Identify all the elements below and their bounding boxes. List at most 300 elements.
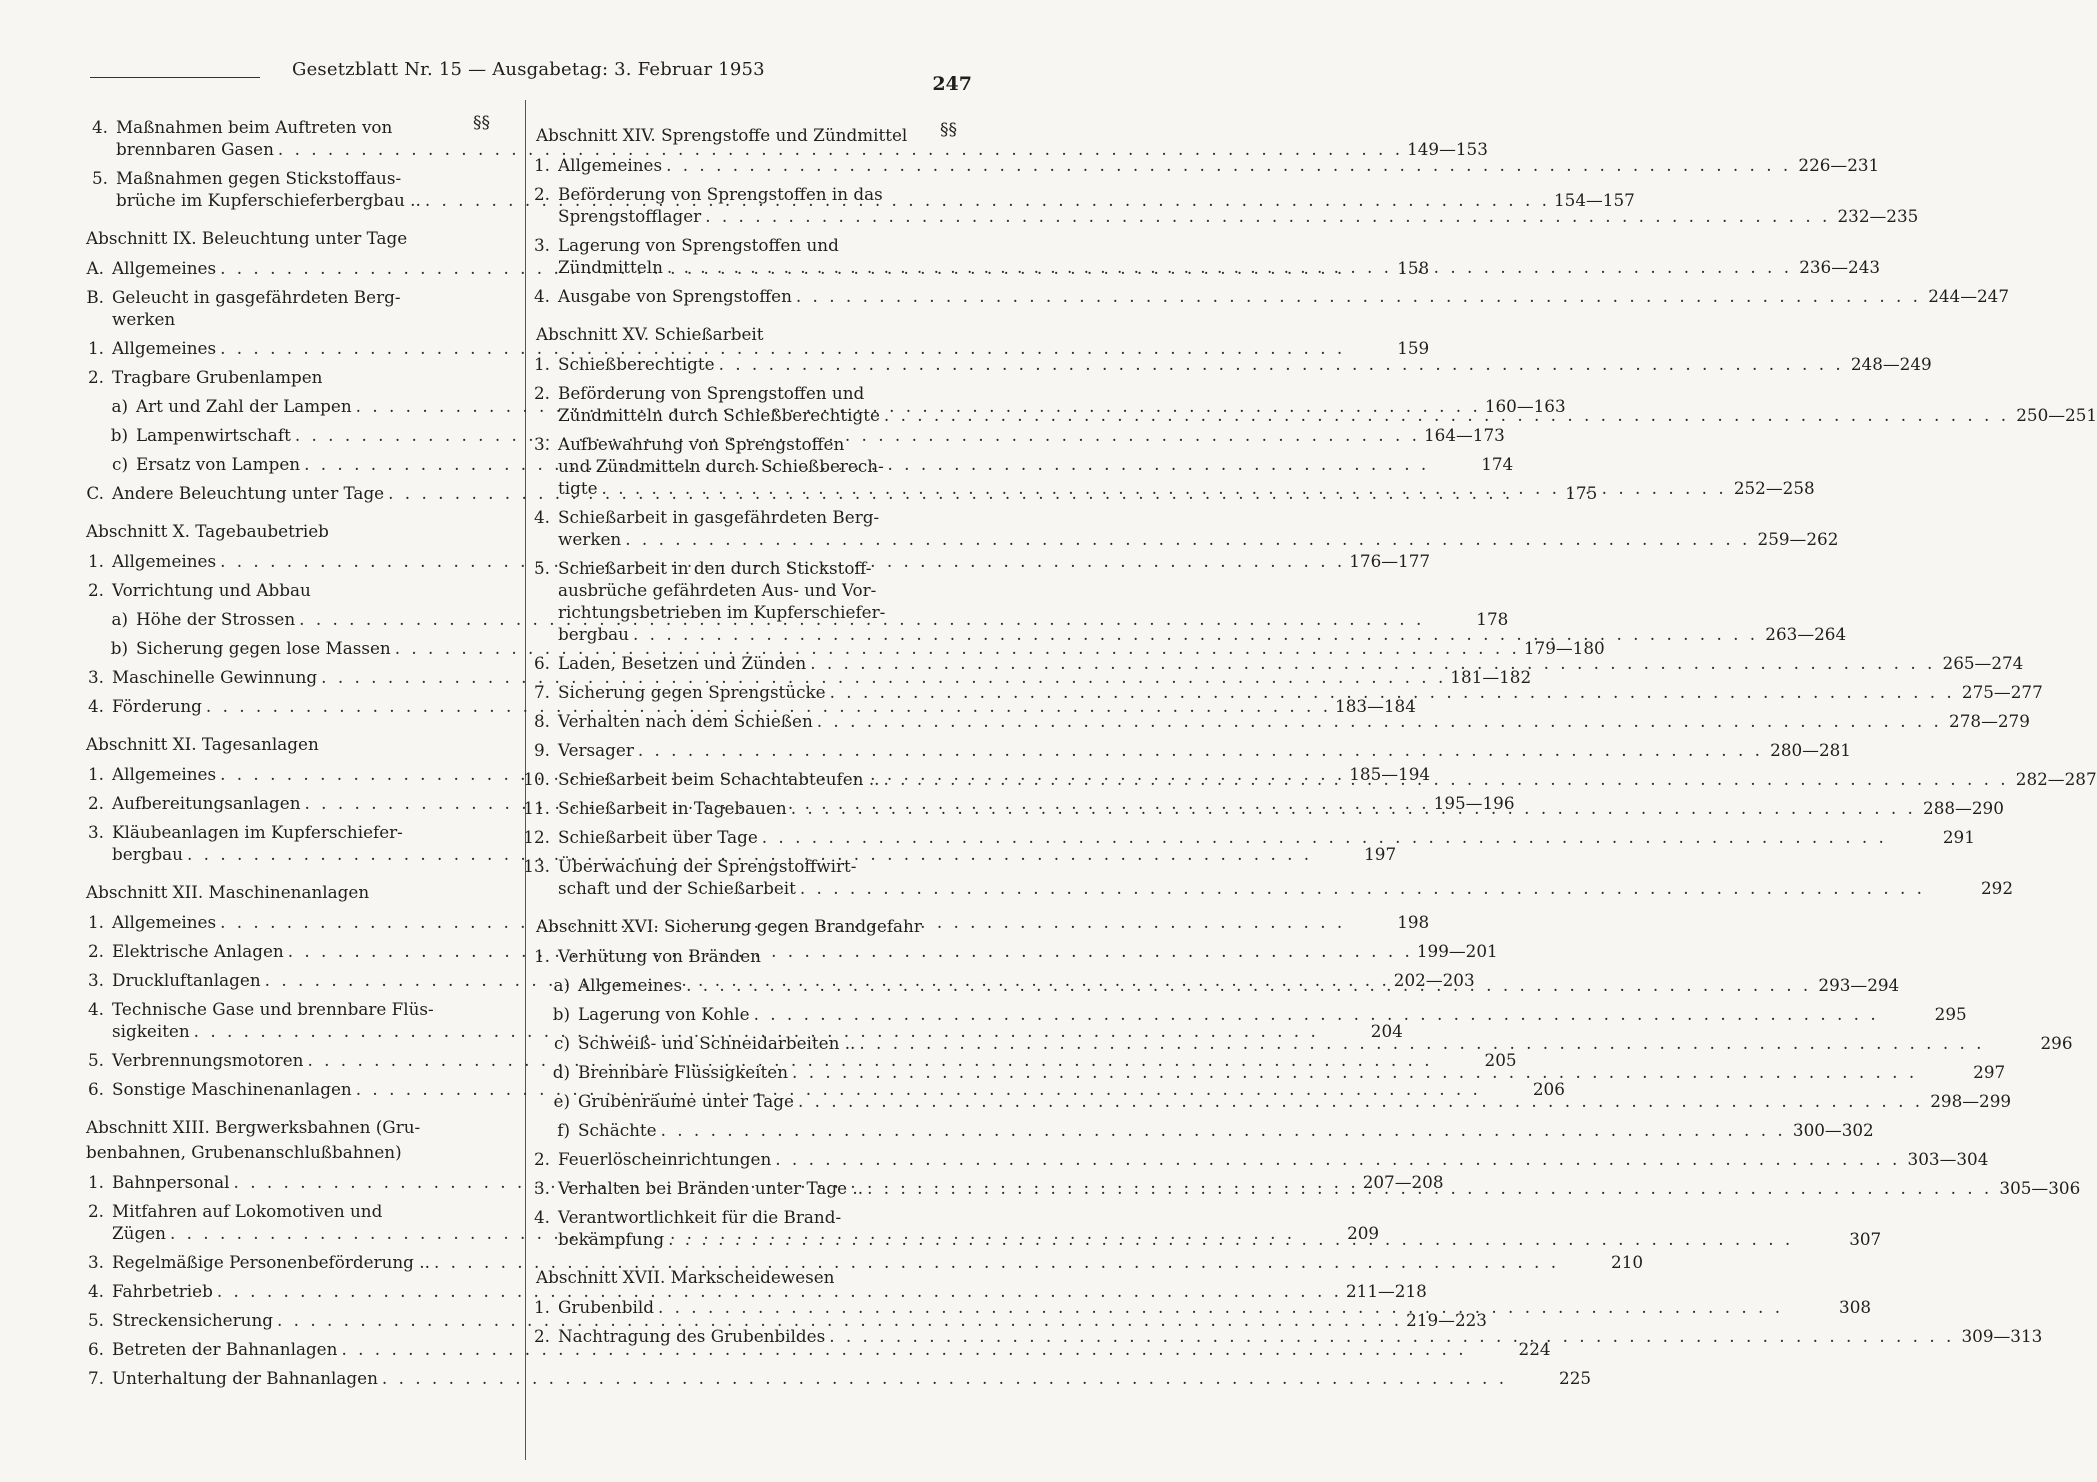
leader-dots	[880, 403, 2013, 428]
toc-entry-line	[558, 1324, 2042, 1349]
toc-entry-pages: 265—274	[1942, 653, 2024, 673]
page-number: 247	[932, 73, 972, 95]
toc-entry-number: 3.	[87, 667, 104, 687]
toc-entry-number: 6.	[87, 1339, 104, 1359]
toc-entry-text: Sprengstofflager	[558, 206, 702, 226]
toc-entry-body	[550, 1295, 1871, 1320]
toc-entry	[58, 1308, 1487, 1333]
page-header	[90, 55, 978, 95]
toc-entry-number: b)	[110, 638, 128, 658]
section-heading-line: benbahnen, Grubenanschlußbahnen)	[86, 1142, 402, 1162]
toc-entry-text: Schießarbeit in den durch Stickstoff-	[558, 558, 872, 578]
toc-entry-body	[570, 1089, 2011, 1114]
toc-entry-pages: 232—235	[1837, 206, 1919, 226]
section-heading	[510, 322, 975, 347]
toc-entry	[58, 365, 518, 390]
toc-entry-number: 3.	[533, 235, 550, 255]
toc-entry-pages: 280—281	[1770, 740, 1851, 760]
toc-entry-body	[550, 1176, 2080, 1201]
section-heading-text: Abschnitt X. Tagebaubetrieb	[86, 521, 329, 541]
toc-entry-body	[570, 1118, 1874, 1143]
toc-entry-body	[550, 796, 2004, 821]
toc-entry-text: Allgemeines	[112, 258, 217, 278]
section-heading	[510, 1265, 975, 1290]
toc-entry-number: 5.	[87, 1310, 104, 1330]
toc-entry-text: bergbau	[558, 624, 629, 644]
toc-entry-line	[558, 1176, 2080, 1201]
leader-dots	[796, 876, 1929, 901]
toc-entry-pages: 297	[1973, 1062, 2006, 1082]
toc-entry-text: Ausgabe von Sprengstoffen	[558, 286, 792, 306]
toc-entry-line	[558, 255, 1880, 280]
toc-entry-number: 10.	[523, 769, 550, 789]
section-heading	[510, 123, 975, 148]
toc-entry-number: a)	[111, 396, 128, 416]
toc-entry-pages: 174	[1481, 454, 1514, 474]
toc-entry-number: B.	[86, 287, 104, 307]
toc-entry-line	[112, 578, 518, 603]
toc-entry-line	[558, 680, 2043, 705]
toc-entry-number: 8.	[533, 711, 550, 731]
toc-entry-number: e)	[553, 1091, 570, 1111]
section-heading	[58, 732, 518, 757]
toc-entry-text: Höhe der Strossen	[136, 609, 296, 629]
leader-dots	[629, 622, 1762, 647]
toc-entry-number: 2.	[87, 580, 104, 600]
toc-entry-line	[558, 622, 1846, 647]
toc-entry-text: Schießberechtigte	[558, 354, 715, 374]
toc-entry-number: 4.	[533, 507, 550, 527]
toc-entry-text: Lagerung von Kohle	[578, 1004, 750, 1024]
toc-entry-pages: 303—304	[1907, 1149, 1989, 1169]
toc-entry-text: Zündmitteln durch Schießberechtigte	[558, 405, 880, 425]
toc-entry-text: Lagerung von Sprengstoffen und	[558, 235, 839, 255]
toc-entry-line	[558, 284, 2009, 309]
toc-entry-pages: 226—231	[1798, 155, 1880, 175]
toc-entry-text: Beförderung von Sprengstoffen in das	[558, 184, 883, 204]
section-heading-text: Abschnitt XV. Schießarbeit	[536, 324, 764, 344]
toc-entry-body	[104, 285, 518, 332]
toc-entry-line	[112, 365, 518, 390]
header-rule	[90, 77, 260, 78]
toc-entry-number: 1.	[87, 338, 104, 358]
toc-entry	[58, 1279, 1427, 1304]
toc-entry-body	[550, 352, 1932, 377]
toc-entry-pages: 179—180	[1523, 638, 1605, 658]
toc-entry-text: werken	[558, 529, 622, 549]
toc-entry-pages: 210	[1611, 1252, 1644, 1272]
section-heading-text: Abschnitt XI. Tagesanlagen	[86, 734, 319, 754]
toc-entry-text: Allgemeines	[112, 551, 217, 571]
toc-entry-number: 4.	[533, 286, 550, 306]
toc-entry-body	[550, 153, 1879, 178]
section-heading-text: Abschnitt XIV. Sprengstoffe und Zündmittel	[536, 125, 908, 145]
toc-entry-number: 2.	[533, 1149, 550, 1169]
toc-entry-line	[558, 709, 2030, 734]
toc-entry-text: Laden, Besetzen und Zünden	[558, 653, 807, 673]
section-sign-right: §§	[940, 120, 957, 140]
toc-entry-pages: 225	[1559, 1368, 1592, 1388]
toc-entry-pages: 204	[1370, 1021, 1403, 1041]
toc-entry-number: 7.	[533, 682, 550, 702]
section-heading	[58, 519, 518, 544]
toc-entry-text: Verhütung von Bränden	[558, 946, 761, 966]
toc-entry-number: f)	[557, 1120, 570, 1140]
toc-entry-text: ausbrüche gefährdeten Aus- und Vor-	[558, 580, 877, 600]
toc-entry-text: Allgemeines	[112, 338, 217, 358]
toc-entry-text: Verantwortlichkeit für die Brand-	[558, 1207, 842, 1227]
toc-entry-pages: 160—163	[1484, 396, 1566, 416]
toc-entry-line	[558, 204, 1918, 229]
toc-entry-text: Lampenwirtschaft	[136, 425, 291, 445]
toc-entry-pages: 164—173	[1423, 425, 1505, 445]
toc-entry-body	[550, 709, 2030, 734]
toc-entry-body	[550, 182, 1918, 229]
toc-entry-text: Ersatz von Lampen	[136, 454, 301, 474]
toc-entry-number: 1.	[533, 354, 550, 374]
toc-entry-text: Tragbare Grubenlampen	[112, 367, 323, 387]
toc-entry-pages: 202—203	[1393, 970, 1475, 990]
toc-entry-pages: 219—223	[1406, 1310, 1487, 1330]
toc-entry-pages: 183—184	[1335, 696, 1416, 716]
toc-entry-pages: 288—290	[1923, 798, 2004, 818]
toc-entry-line	[558, 738, 1851, 763]
toc-entry-text: werken	[112, 309, 176, 329]
toc-entry-text: Streckensicherung	[112, 1310, 273, 1330]
toc-entry-pages: 305—306	[1999, 1178, 2081, 1198]
toc-entry-line	[578, 1031, 2073, 1056]
toc-entry-pages: 211—218	[1345, 1281, 1427, 1301]
toc-entry-number: 2.	[533, 383, 550, 403]
toc-entry-pages: 291	[1942, 827, 1975, 847]
toc-entry-pages: 206	[1532, 1079, 1565, 1099]
toc-entry-body	[550, 854, 2013, 901]
toc-entry-line	[112, 1366, 1591, 1391]
toc-entry-pages: 176—177	[1349, 551, 1431, 571]
toc-entry-body	[550, 505, 1838, 552]
toc-entry-text: Andere Beleuchtung unter Tage	[112, 483, 385, 503]
toc-entry-text: und Zündmitteln durch Schießberech-	[558, 456, 884, 476]
leader-dots	[715, 352, 1848, 377]
leader-dots	[788, 1060, 1921, 1085]
toc-entry-pages: 175	[1565, 483, 1598, 503]
toc-entry-number: 13.	[523, 856, 550, 876]
toc-entry-text: Sicherung gegen lose Massen	[136, 638, 391, 658]
toc-entry-pages: 298—299	[1930, 1091, 2012, 1111]
toc-entry-text: Allgemeines	[112, 912, 217, 932]
toc-entry-number: 2.	[533, 184, 550, 204]
toc-entry-pages: 154—157	[1553, 190, 1635, 210]
toc-entry-number: 4.	[87, 999, 104, 1019]
leader-dots	[771, 1147, 1904, 1172]
toc-entry-body	[104, 365, 518, 390]
toc-entry-pages: 278—279	[1949, 711, 2030, 731]
leader-dots	[792, 284, 1925, 309]
leader-dots	[657, 1118, 1790, 1143]
toc-entry-body	[570, 973, 1899, 998]
toc-entry-text: Allgemeines	[112, 764, 217, 784]
toc-entry-line	[558, 767, 2097, 792]
toc-entry-line	[558, 876, 2013, 901]
toc-entry	[58, 336, 1430, 361]
toc-entry-number: 7.	[87, 1368, 104, 1388]
toc-entry-number: 4.	[91, 117, 108, 137]
toc-entry-pages: 185—194	[1349, 764, 1431, 784]
toc-entry-text: Fahrbetrieb	[112, 1281, 213, 1301]
toc-entry	[510, 505, 1839, 552]
toc-entry-pages: 252—258	[1733, 478, 1815, 498]
toc-entry-text: bergbau	[112, 844, 183, 864]
toc-entry-text: Schießarbeit über Tage	[558, 827, 758, 847]
toc-entry-pages: 205	[1484, 1050, 1517, 1070]
toc-entry-line	[558, 1295, 1871, 1320]
section-heading	[58, 1115, 518, 1165]
toc-entry-text: Schießarbeit in gasgefährdeten Berg-	[558, 507, 880, 527]
toc-entry-body	[550, 738, 1851, 763]
leader-dots	[621, 527, 1754, 552]
toc-entry-body	[570, 1002, 1967, 1027]
toc-entry-pages: 307	[1849, 1229, 1882, 1249]
leader-dots	[682, 973, 1815, 998]
toc-entry-number: 6.	[533, 653, 550, 673]
toc-entry-body	[550, 556, 1846, 647]
toc-entry-line	[578, 1089, 2011, 1114]
toc-entry-pages: 244—247	[1928, 286, 2010, 306]
toc-entry-line	[558, 352, 1932, 377]
toc-entry-number: 6.	[87, 1079, 104, 1099]
toc-entry-number: C.	[86, 483, 104, 503]
toc-entry-number: a)	[111, 609, 128, 629]
toc-entry-text: Schächte	[578, 1120, 657, 1140]
toc-entry-body	[550, 1147, 1988, 1172]
toc-entry-body	[550, 767, 2097, 792]
toc-entry-pages: 149—153	[1407, 139, 1488, 159]
toc-entry-body	[550, 1324, 2042, 1349]
toc-entry-line	[558, 403, 2097, 428]
leader-dots	[701, 204, 1834, 229]
toc-entry	[510, 153, 1880, 178]
toc-entry-pages: 248—249	[1850, 354, 1932, 374]
leader-dots	[806, 651, 1939, 676]
leader-dots	[664, 1227, 1797, 1252]
toc-entry-text: Allgemeines	[558, 155, 663, 175]
section-heading	[510, 914, 975, 939]
toc-entry-number: 11.	[523, 798, 550, 818]
toc-entry-number: 1.	[533, 1297, 550, 1317]
toc-entry-line	[558, 1147, 1988, 1172]
toc-entry	[510, 944, 975, 969]
toc-entry-pages: 181—182	[1450, 667, 1532, 687]
toc-entry-text: brennbaren Gasen	[116, 139, 274, 159]
toc-entry-text: Bahnpersonal	[112, 1172, 230, 1192]
toc-entry-text: Sonstige Maschinenanlagen	[112, 1079, 352, 1099]
toc-entry-number: 12.	[523, 827, 550, 847]
toc-entry-text: brüche im Kupferschieferbergbau ..	[116, 190, 421, 210]
toc-entry-pages: 159	[1397, 338, 1430, 358]
toc-entry-line	[558, 1227, 1881, 1252]
toc-entry-number: 1.	[87, 912, 104, 932]
toc-entry	[510, 651, 2024, 676]
toc-entry-line	[558, 796, 2004, 821]
toc-entry-text: Feuerlöscheinrichtungen	[558, 1149, 772, 1169]
toc-entry	[58, 636, 1605, 661]
gazette-title: Gesetzblatt Nr. 15 — Ausgabetag: 3. Februar 1953	[292, 59, 765, 80]
toc-entry-text: Art und Zahl der Lampen	[136, 396, 352, 416]
toc-entry	[58, 1366, 1592, 1391]
section-sign-left: §§	[473, 113, 490, 133]
toc-entry-body	[550, 1205, 1881, 1252]
toc-entry-number: 3.	[87, 970, 104, 990]
toc-entry-line	[578, 1118, 1874, 1143]
toc-entry	[510, 284, 2010, 309]
section-heading	[58, 880, 518, 905]
toc-entry-text: Betreten der Bahnanlagen	[112, 1339, 338, 1359]
toc-entry-pages: 197	[1364, 844, 1397, 864]
toc-entry-number: 1.	[87, 551, 104, 571]
toc-entry-pages: 292	[1980, 878, 2013, 898]
toc-entry-body	[570, 1031, 2073, 1056]
toc-entry-text: Grubenbild	[558, 1297, 654, 1317]
section-heading-text: Abschnitt XVI. Sicherung gegen Brandgefahr	[536, 916, 922, 936]
toc-entry-text: richtungsbetrieben im Kupferschiefer-	[558, 602, 886, 622]
toc-entry-text: Zügen	[112, 1223, 166, 1243]
toc-entry	[510, 1118, 1874, 1143]
leader-dots	[378, 1366, 1511, 1391]
toc-entry	[510, 1147, 1989, 1172]
toc-entry-number: b)	[552, 1004, 570, 1024]
toc-entry	[58, 578, 518, 603]
toc-entry-number: 1.	[533, 946, 550, 966]
toc-entry	[58, 1337, 1551, 1362]
toc-entry-body	[550, 651, 2023, 676]
toc-entry-number: 2.	[87, 941, 104, 961]
toc-entry-body	[550, 825, 1975, 850]
toc-entry-text: Verhalten bei Bränden unter Tage ..	[558, 1178, 864, 1198]
toc-entry-body	[550, 233, 1880, 280]
toc-entry-pages: 308	[1839, 1297, 1872, 1317]
toc-entry-text: Maschinelle Gewinnung	[112, 667, 318, 687]
toc-entry-text: bekämpfung	[558, 1229, 665, 1249]
toc-entry-text: Grubenräume unter Tage	[578, 1091, 794, 1111]
toc-entry-text: Versager	[558, 740, 634, 760]
leader-dots	[750, 1002, 1883, 1027]
toc-entry-line	[558, 651, 2023, 676]
toc-entry-number: 2.	[533, 1326, 550, 1346]
toc-entry	[510, 1002, 1967, 1027]
toc-entry-text: Technische Gase und brennbare Flüs-	[112, 999, 434, 1019]
section-heading	[58, 226, 518, 251]
toc-entry-text: Allgemeines	[578, 975, 683, 995]
toc-entry-text: Aufbereitungsanlagen	[112, 793, 301, 813]
toc-entry-number: a)	[553, 975, 570, 995]
toc-entry-body	[104, 578, 518, 603]
toc-entry-number: 9.	[533, 740, 550, 760]
toc-entry-text: Unterhaltung der Bahnanlagen	[112, 1368, 378, 1388]
toc-entry-text: Überwachung der Sprengstoffwirt-	[558, 856, 857, 876]
toc-entry-body	[550, 944, 975, 969]
toc-entry-number: 5.	[91, 168, 108, 188]
toc-entry-text: Maßnahmen gegen Stickstoffaus-	[116, 168, 402, 188]
toc-entry-pages: 195—196	[1433, 793, 1515, 813]
leader-dots	[794, 1089, 1927, 1114]
toc-entry-line	[112, 307, 518, 332]
toc-entry	[58, 1250, 1644, 1275]
toc-entry-number: 2.	[87, 367, 104, 387]
toc-entry-text: Verhalten nach dem Schießen	[558, 711, 813, 731]
toc-entry-body	[550, 680, 2043, 705]
toc-entry-body	[550, 381, 2097, 428]
section-heading-text: Abschnitt IX. Beleuchtung unter Tage	[86, 228, 408, 248]
toc-entry-line	[558, 153, 1879, 178]
leader-dots	[826, 680, 1959, 705]
toc-entry-pages: 178	[1476, 609, 1509, 629]
toc-entry-number: 4.	[87, 1281, 104, 1301]
toc-entry-pages: 209	[1347, 1223, 1380, 1243]
toc-entry-number: c)	[554, 1033, 570, 1053]
toc-entry-number: 1.	[87, 1172, 104, 1192]
toc-entry-text: Beförderung von Sprengstoffen und	[558, 383, 865, 403]
toc-entry-number: 3.	[87, 1252, 104, 1272]
toc-entry-text: Schießarbeit beim Schachtabteufen ..	[558, 769, 880, 789]
leader-dots	[825, 1324, 1958, 1349]
leader-dots	[787, 796, 1920, 821]
toc-entry	[510, 680, 2043, 705]
toc-entry-number: c)	[112, 454, 128, 474]
toc-entry-text: Mitfahren auf Lokomotiven und	[112, 1201, 383, 1221]
toc-entry-line	[558, 527, 1838, 552]
toc-entry-pages: 309—313	[1961, 1326, 2043, 1346]
toc-entry-body	[570, 1060, 2005, 1085]
toc-entry-text: sigkeiten	[112, 1021, 190, 1041]
toc-entry-pages: 250—251	[2016, 405, 2097, 425]
toc-entry-line	[578, 1060, 2005, 1085]
toc-entry-line	[558, 825, 1975, 850]
toc-entry-pages: 282—287	[2015, 769, 2097, 789]
toc-entry-text: Geleucht in gasgefährdeten Berg-	[112, 287, 401, 307]
toc-entry-pages: 275—277	[1961, 682, 2043, 702]
toc-entry-text: Kläubeanlagen im Kupferschiefer-	[112, 822, 403, 842]
leader-dots	[634, 738, 1767, 763]
toc-entry-text: Brennbare Flüssigkeiten	[578, 1062, 789, 1082]
toc-entry-line	[578, 973, 1899, 998]
leader-dots	[758, 825, 1891, 850]
toc-entry-number: 4.	[533, 1207, 550, 1227]
toc-entry-number: 1.	[533, 155, 550, 175]
toc-entry-pages: 293—294	[1818, 975, 1900, 995]
toc-entry-pages: 296	[2040, 1033, 2073, 1053]
toc-entry-text: schaft und der Schießarbeit	[558, 878, 796, 898]
leader-dots	[654, 1295, 1787, 1320]
toc-entry-text: Zündmitteln	[558, 257, 663, 277]
toc-entry-number: 3.	[533, 434, 550, 454]
toc-entry-number: 1.	[87, 764, 104, 784]
toc-entry-pages: 199—201	[1416, 941, 1498, 961]
leader-dots	[598, 476, 1731, 501]
leader-dots	[663, 255, 1796, 280]
toc-entry-body	[550, 284, 2009, 309]
toc-entry-text: Aufbewahrung von Sprengstoffen	[558, 434, 845, 454]
toc-entry-text: Druckluftanlagen	[112, 970, 261, 990]
toc-entry-text: tigte	[558, 478, 598, 498]
toc-entry-number: 5.	[533, 558, 550, 578]
toc-entry	[58, 694, 1416, 719]
toc-entry-body	[550, 432, 1815, 501]
toc-entry-line	[558, 476, 1815, 501]
toc-entry-text: Elektrische Anlagen	[112, 941, 284, 961]
toc-entry-number: 2.	[87, 1201, 104, 1221]
toc-entry	[510, 352, 1932, 377]
toc-entry-pages: 198	[1397, 912, 1430, 932]
